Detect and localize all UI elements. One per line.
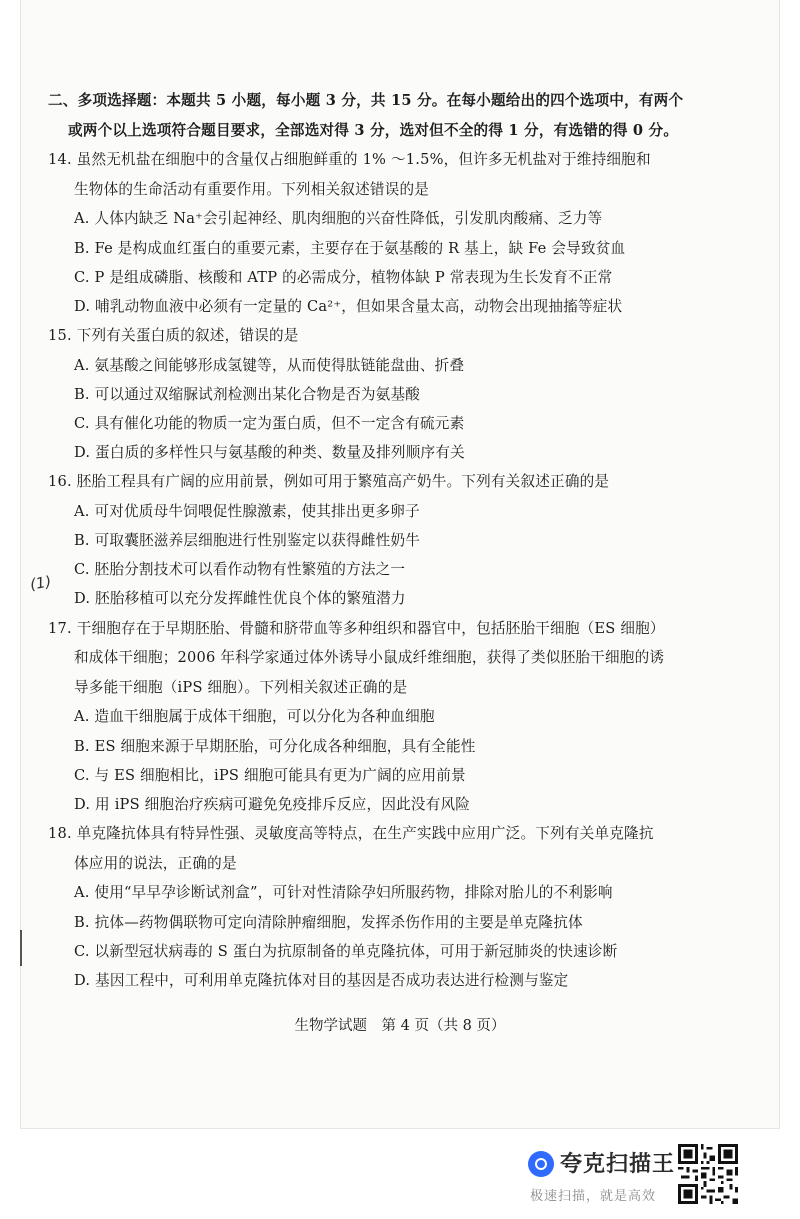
q16-option-d: D. 胚胎移植可以充分发挥雌性优良个体的繁殖潜力 (74, 590, 406, 607)
q14-option-c: C. P 是组成磷脂、核酸和 ATP 的必需成分，植物体缺 P 常表现为生长发育不正常 (74, 269, 613, 286)
watermark-name: 夸克扫描王 (560, 1152, 676, 1177)
q14-stem-1: 14. 虽然无机盐在细胞中的含量仅占细胞鲜重的 1% ～1.5%，但许多无机盐对于维持细胞和 (48, 151, 651, 168)
section-header-line-1: 二、多项选择题：本题共 5 小题，每小题 3 分，共 15 分。在每小题给出的四个选项中，有两个 (48, 92, 684, 109)
watermark-slogan: 极速扫描，就是高效 (530, 1189, 657, 1204)
q15-option-b: B. 可以通过双缩脲试剂检测出某化合物是否为氨基酸 (74, 386, 421, 403)
scanner-watermark (528, 1143, 788, 1209)
q18-option-b: B. 抗体—药物偶联物可定向清除肿瘤细胞，发挥杀伤作用的主要是单克隆抗体 (74, 914, 583, 931)
q18-stem-2: 体应用的说法，正确的是 (74, 855, 237, 872)
q15-option-a: A. 氨基酸之间能够形成氢键等，从而使得肽链能盘曲、折叠 (74, 357, 465, 374)
q16-option-a: A. 可对优质母牛饲喂促性腺激素，使其排出更多卵子 (74, 503, 420, 520)
q17-option-b: B. ES 细胞来源于早期胚胎，可分化成各种细胞，具有全能性 (74, 738, 476, 755)
q15-stem-1: 15. 下列有关蛋白质的叙述，错误的是 (48, 327, 299, 344)
margin-scan-line (20, 930, 22, 966)
q18-stem-1: 18. 单克隆抗体具有特异性强、灵敏度高等特点，在生产实践中应用广泛。下列有关单克隆抗 (48, 825, 654, 842)
q14-option-b: B. Fe 是构成血红蛋白的重要元素，主要存在于氨基酸的 R 基上，缺 Fe 会导致贫血 (74, 240, 626, 257)
q14-option-d: D. 哺乳动物血液中必须有一定量的 Ca²⁺，但如果含量太高，动物会出现抽搐等症状 (74, 298, 623, 315)
q17-option-d: D. 用 iPS 细胞治疗疾病可避免免疫排斥反应，因此没有风险 (74, 796, 471, 813)
q17-stem-3: 导多能干细胞（iPS 细胞）。下列相关叙述正确的是 (74, 679, 408, 696)
q17-option-c: C. 与 ES 细胞相比，iPS 细胞可能具有更为广阔的应用前景 (74, 767, 466, 784)
scanner-logo-icon (528, 1151, 554, 1177)
q14-option-a: A. 人体内缺乏 Na⁺会引起神经、肌肉细胞的兴奋性降低，引发肌肉酸痛、乏力等 (74, 210, 603, 227)
page-footer: 生物学试题 第 4 页（共 8 页） (294, 1018, 506, 1034)
q17-option-a: A. 造血干细胞属于成体干细胞，可以分化为各种血细胞 (74, 708, 435, 725)
section-header-line-2: 或两个以上选项符合题目要求，全部选对得 3 分，选对但不全的得 1 分，有选错的得 0 分。 (68, 122, 679, 139)
q18-option-a: A. 使用“早早孕诊断试剂盒”，可针对性清除孕妇所服药物，排除对胎儿的不利影响 (74, 884, 613, 901)
q16-option-b: B. 可取囊胚滋养层细胞进行性别鉴定以获得雌性奶牛 (74, 532, 421, 549)
q17-stem-1: 17. 干细胞存在于早期胚胎、骨髓和脐带血等多种组织和器官中，包括胚胎干细胞（ES 细胞） (48, 620, 665, 637)
q18-option-c: C. 以新型冠状病毒的 S 蛋白为抗原制备的单克隆抗体，可用于新冠肺炎的快速诊断 (74, 943, 618, 960)
q17-stem-2: 和成体干细胞；2006 年科学家通过体外诱导小鼠成纤维细胞，获得了类似胚胎干细胞的诱 (74, 649, 665, 666)
q15-option-c: C. 具有催化功能的物质一定为蛋白质，但不一定含有硫元素 (74, 415, 465, 432)
handwritten-margin-mark: (1) (28, 572, 53, 594)
q18-option-d: D. 基因工程中，可利用单克隆抗体对目的基因是否成功表达进行检测与鉴定 (74, 972, 569, 989)
q14-stem-2: 生物体的生命活动有重要作用。下列相关叙述错误的是 (74, 181, 430, 198)
qr-code-icon (678, 1143, 738, 1205)
q16-option-c: C. 胚胎分割技术可以看作动物有性繁殖的方法之一 (74, 561, 406, 578)
q15-option-d: D. 蛋白质的多样性只与氨基酸的种类、数量及排列顺序有关 (74, 444, 465, 461)
q16-stem-1: 16. 胚胎工程具有广阔的应用前景，例如可用于繁殖高产奶牛。下列有关叙述正确的是 (48, 473, 610, 490)
